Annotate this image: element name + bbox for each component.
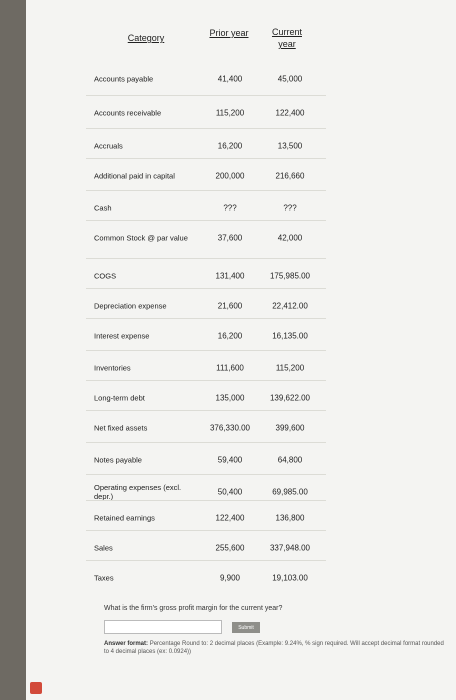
- cell-category: Inventories: [94, 363, 131, 373]
- cell-category: Interest expense: [94, 331, 150, 341]
- cell-prior: 255,600: [215, 543, 245, 553]
- table-row: [86, 95, 326, 130]
- answer-input[interactable]: [104, 620, 222, 634]
- cell-current: 337,948.00: [269, 543, 311, 553]
- cell-category: Accruals: [94, 141, 123, 151]
- cell-current: 22,412.00: [272, 301, 308, 311]
- cell-prior: 59,400: [217, 455, 243, 465]
- cell-prior: 50,400: [217, 487, 243, 497]
- table-row: [86, 62, 326, 96]
- question-text: What is the firm's gross profit margin for the current year?: [104, 605, 283, 612]
- cell-category: Operating expenses (excl. depr.): [94, 483, 182, 501]
- answer-format-note: [104, 640, 444, 656]
- table-row: [86, 560, 326, 595]
- answer-format-text: Percentage Round to: 2 decimal places (Example: 9.24%, % sign required. Will accept decimal format rounded to 4 decimal places (ex: 0.0924)): [104, 641, 444, 655]
- cell-prior: 21,600: [217, 301, 243, 311]
- cell-category: Common Stock @ par value: [94, 233, 188, 243]
- cell-prior: 200,000: [215, 171, 245, 181]
- cell-current: 175,985.00: [269, 271, 311, 281]
- cell-current: 19,103.00: [272, 573, 308, 583]
- cell-prior: 131,400: [215, 271, 245, 281]
- cell-current: 69,985.00: [272, 487, 308, 497]
- cell-current: 139,622.00: [269, 393, 311, 403]
- cell-prior: 135,000: [215, 393, 245, 403]
- cell-current: 16,135.00: [272, 331, 308, 341]
- cell-category: Net fixed assets: [94, 423, 148, 433]
- submit-button[interactable]: Submit: [232, 622, 260, 633]
- cell-category: Accounts payable: [94, 74, 154, 84]
- cell-category: Accounts receivable: [94, 108, 162, 118]
- cell-current: 42,000: [277, 233, 303, 243]
- cell-current: 64,800: [277, 455, 303, 465]
- cell-current: 216,660: [275, 171, 305, 181]
- app-icon-bottom: [30, 682, 42, 694]
- header-category: Category: [127, 33, 165, 43]
- header-current-year: Current year: [271, 27, 302, 49]
- cell-prior: 111,600: [216, 363, 244, 373]
- cell-category: Additional paid in capital: [94, 171, 175, 181]
- cell-current: 122,400: [275, 108, 305, 118]
- cell-prior: 376,330.00: [209, 423, 251, 433]
- cell-current: 13,500: [277, 141, 303, 151]
- answer-format-label: Answer format:: [104, 641, 149, 647]
- header-prior-year: Prior year: [209, 28, 249, 38]
- cell-current: ???: [283, 203, 297, 213]
- cell-prior: 16,200: [217, 331, 243, 341]
- cell-category: Long-term debt: [94, 393, 145, 403]
- cell-category: Sales: [94, 543, 113, 553]
- cell-prior: 9,900: [219, 573, 241, 583]
- cell-prior: 41,400: [217, 74, 243, 84]
- cell-prior: 16,200: [217, 141, 243, 151]
- cell-prior: ???: [223, 203, 237, 213]
- table-row: [86, 220, 326, 255]
- cell-current: 399,600: [275, 423, 305, 433]
- cell-prior: 115,200: [215, 108, 245, 118]
- table-row: [86, 158, 326, 193]
- cell-prior: 122,400: [215, 513, 245, 523]
- cell-category: Taxes: [94, 573, 114, 583]
- cell-category: COGS: [94, 271, 117, 281]
- cell-category: Cash: [94, 203, 112, 213]
- cell-category: Notes payable: [94, 455, 142, 465]
- table-row: [86, 442, 326, 477]
- cell-current: 45,000: [277, 74, 303, 84]
- cell-prior: 37,600: [217, 233, 243, 243]
- cell-current: 136,800: [275, 513, 305, 523]
- cell-category: Retained earnings: [94, 513, 155, 523]
- cell-category: Depreciation expense: [94, 301, 167, 311]
- cell-current: 115,200: [275, 363, 305, 373]
- table-row: [86, 410, 326, 445]
- table-row: [86, 318, 326, 353]
